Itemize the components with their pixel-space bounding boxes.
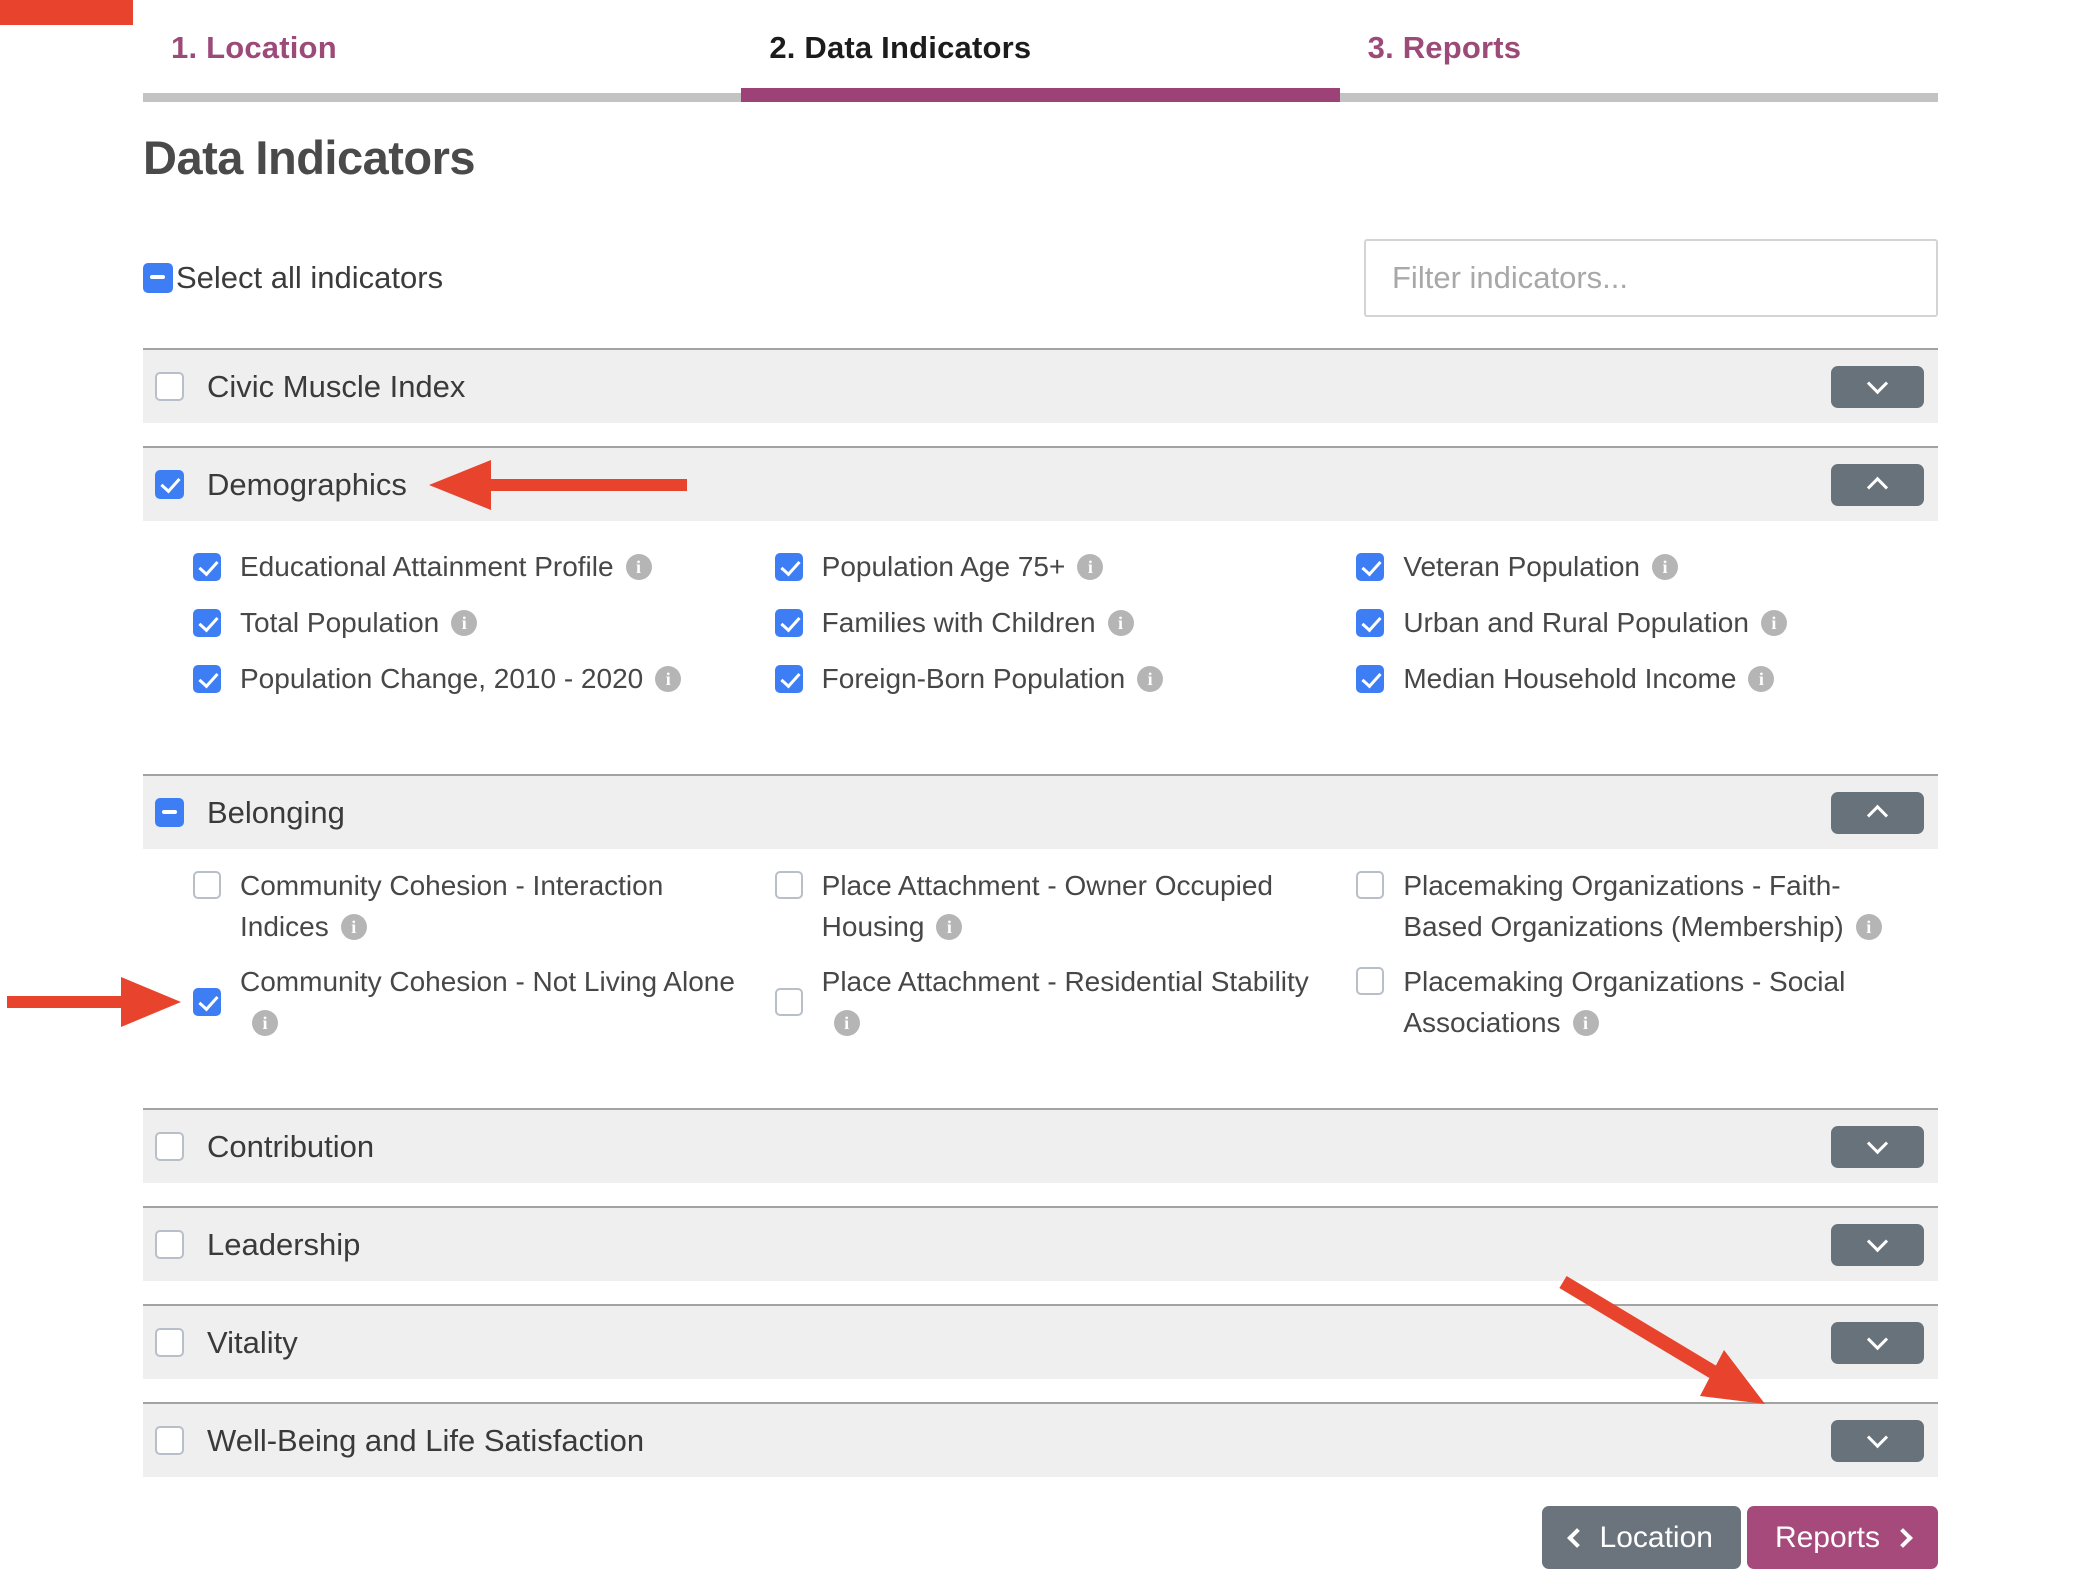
section-checkbox[interactable]	[155, 470, 184, 499]
chevron-up-icon	[1867, 805, 1888, 826]
section-label: Demographics	[207, 466, 407, 502]
indicator-checkbox[interactable]	[1356, 967, 1384, 995]
indicator-checkbox[interactable]	[775, 609, 803, 637]
expand-section-button[interactable]	[1831, 1420, 1924, 1462]
chevron-down-icon	[1867, 1133, 1888, 1154]
tab-reports[interactable]: 3. Reports	[1367, 30, 1522, 65]
indicator-item[interactable]	[193, 865, 775, 947]
section-label: Belonging	[207, 794, 345, 830]
section-label: Leadership	[207, 1226, 361, 1262]
indicator-item[interactable]	[193, 658, 775, 699]
section-checkbox[interactable]	[155, 1132, 184, 1161]
section-checkbox[interactable]	[155, 372, 184, 401]
indicator-checkbox[interactable]	[775, 871, 803, 899]
chevron-down-icon	[1867, 373, 1888, 394]
chevron-right-icon	[1893, 1528, 1913, 1548]
page-title: Data Indicators	[143, 131, 476, 184]
indicator-label: Place Attachment - Owner Occupied Housingi	[822, 865, 1323, 947]
red-corner-fragment	[0, 0, 133, 25]
track-segment-location	[143, 93, 741, 102]
info-icon[interactable]	[252, 1010, 278, 1036]
section-leadership	[143, 1206, 1938, 1281]
info-icon[interactable]	[1137, 666, 1163, 692]
chevron-down-icon	[1867, 1329, 1888, 1350]
section-label: Contribution	[207, 1128, 375, 1164]
indicator-label: Total Populationi	[240, 602, 477, 643]
indicator-checkbox[interactable]	[1356, 665, 1384, 693]
indicator-item[interactable]	[1356, 961, 1938, 1043]
reports-next-button[interactable]	[1747, 1506, 1938, 1569]
collapse-section-button[interactable]	[1831, 464, 1924, 506]
filter-indicators-input[interactable]	[1364, 239, 1938, 317]
indicator-item[interactable]	[775, 602, 1357, 643]
indicator-item[interactable]	[775, 658, 1357, 699]
indicator-item[interactable]	[193, 961, 775, 1043]
location-back-button[interactable]	[1542, 1506, 1741, 1569]
indicator-checkbox[interactable]	[775, 553, 803, 581]
section-header[interactable]	[143, 1110, 1938, 1183]
section-contribution	[143, 1108, 1938, 1183]
indicator-label: Placemaking Organizations - Faith-Based Organizations (Membership)i	[1403, 865, 1904, 947]
indicator-label: Community Cohesion - Interaction Indicesi	[240, 865, 741, 947]
info-icon[interactable]	[451, 610, 477, 636]
section-checkbox-indeterminate[interactable]	[155, 798, 184, 827]
section-header[interactable]	[143, 1306, 1938, 1379]
section-header[interactable]	[143, 1404, 1938, 1477]
info-icon[interactable]	[626, 554, 652, 580]
expand-section-button[interactable]	[1831, 1224, 1924, 1266]
red-arrow-demographics	[427, 458, 689, 512]
section-checkbox[interactable]	[155, 1328, 184, 1357]
section-label: Well-Being and Life Satisfaction	[207, 1422, 645, 1458]
info-icon[interactable]	[1077, 554, 1103, 580]
track-segment-reports	[1340, 93, 1938, 102]
indicator-label: Foreign-Born Populationi	[822, 658, 1164, 699]
indicator-label: Urban and Rural Populationi	[1403, 602, 1787, 643]
footer-nav	[143, 1506, 1938, 1569]
expand-section-button[interactable]	[1831, 366, 1924, 408]
chevron-left-icon	[1567, 1528, 1587, 1548]
indicator-checkbox[interactable]	[193, 665, 221, 693]
indicator-item[interactable]	[1356, 602, 1938, 643]
section-checkbox[interactable]	[155, 1230, 184, 1259]
info-icon[interactable]	[936, 914, 962, 940]
section-items	[143, 849, 1938, 1085]
section-checkbox[interactable]	[155, 1426, 184, 1455]
step-tabs	[143, 0, 1938, 66]
indicator-label: Veteran Populationi	[1403, 546, 1678, 587]
section-header[interactable]	[143, 776, 1938, 849]
section-header[interactable]	[143, 448, 1938, 521]
select-all-indicators[interactable]	[143, 260, 443, 296]
info-icon[interactable]	[655, 666, 681, 692]
indicator-label: Placemaking Organizations - Social Associationsi	[1403, 961, 1904, 1043]
tab-location[interactable]: 1. Location	[171, 30, 337, 65]
indicator-item[interactable]	[1356, 865, 1938, 947]
info-icon[interactable]	[834, 1010, 860, 1036]
select-all-checkbox-indeterminate[interactable]	[143, 263, 173, 293]
indicator-item[interactable]	[1356, 658, 1938, 699]
section-label: Civic Muscle Index	[207, 368, 466, 404]
info-icon[interactable]	[1748, 666, 1774, 692]
section-items	[143, 521, 1938, 751]
info-icon[interactable]	[1652, 554, 1678, 580]
indicator-checkbox[interactable]	[775, 665, 803, 693]
indicator-item[interactable]	[1356, 546, 1938, 587]
indicator-checkbox[interactable]	[193, 871, 221, 899]
indicator-checkbox[interactable]	[775, 988, 803, 1016]
indicator-checkbox[interactable]	[193, 609, 221, 637]
indicator-label: Community Cohesion - Not Living Alonei	[240, 961, 741, 1043]
indicator-checkbox[interactable]	[1356, 553, 1384, 581]
section-header[interactable]	[143, 1208, 1938, 1281]
indicator-item[interactable]	[775, 865, 1357, 947]
expand-section-button[interactable]	[1831, 1126, 1924, 1168]
indicator-label: Families with Childreni	[822, 602, 1134, 643]
red-arrow-not-living-alone	[7, 975, 183, 1029]
indicator-item[interactable]	[193, 546, 775, 587]
indicator-label: Place Attachment - Residential Stabilityi	[822, 961, 1323, 1043]
indicator-item[interactable]	[775, 961, 1357, 1043]
section-header[interactable]	[143, 350, 1938, 423]
indicator-label: Population Age 75+i	[822, 546, 1104, 587]
indicator-item[interactable]	[775, 546, 1357, 587]
step-progress-track	[143, 88, 1938, 102]
section-belonging	[143, 774, 1938, 1085]
section-vitality	[143, 1304, 1938, 1379]
indicator-checkbox[interactable]	[193, 553, 221, 581]
section-well-being	[143, 1402, 1938, 1477]
indicator-label: Population Change, 2010 - 2020i	[240, 658, 681, 699]
indicator-checkbox[interactable]	[1356, 609, 1384, 637]
select-all-label: Select all indicators	[176, 260, 444, 295]
indicator-item[interactable]	[193, 602, 775, 643]
indicator-checkbox[interactable]	[193, 988, 221, 1016]
info-icon[interactable]	[341, 914, 367, 940]
location-button-label: Location	[1599, 1520, 1713, 1554]
section-civic-muscle-index	[143, 348, 1938, 423]
info-icon[interactable]	[1573, 1010, 1599, 1036]
indicator-checkbox[interactable]	[1356, 871, 1384, 899]
track-segment-data-indicators	[741, 88, 1339, 102]
chevron-down-icon	[1867, 1231, 1888, 1252]
chevron-down-icon	[1867, 1427, 1888, 1448]
info-icon[interactable]	[1108, 610, 1134, 636]
tab-data-indicators[interactable]: 2. Data Indicators	[769, 30, 1032, 65]
info-icon[interactable]	[1856, 914, 1882, 940]
collapse-section-button[interactable]	[1831, 792, 1924, 834]
info-icon[interactable]	[1761, 610, 1787, 636]
indicator-label: Median Household Incomei	[1403, 658, 1774, 699]
section-label: Vitality	[207, 1324, 298, 1360]
chevron-up-icon	[1867, 477, 1888, 498]
indicator-label: Educational Attainment Profilei	[240, 546, 652, 587]
expand-section-button[interactable]	[1831, 1322, 1924, 1364]
section-demographics	[143, 446, 1938, 751]
reports-button-label: Reports	[1774, 1520, 1880, 1554]
